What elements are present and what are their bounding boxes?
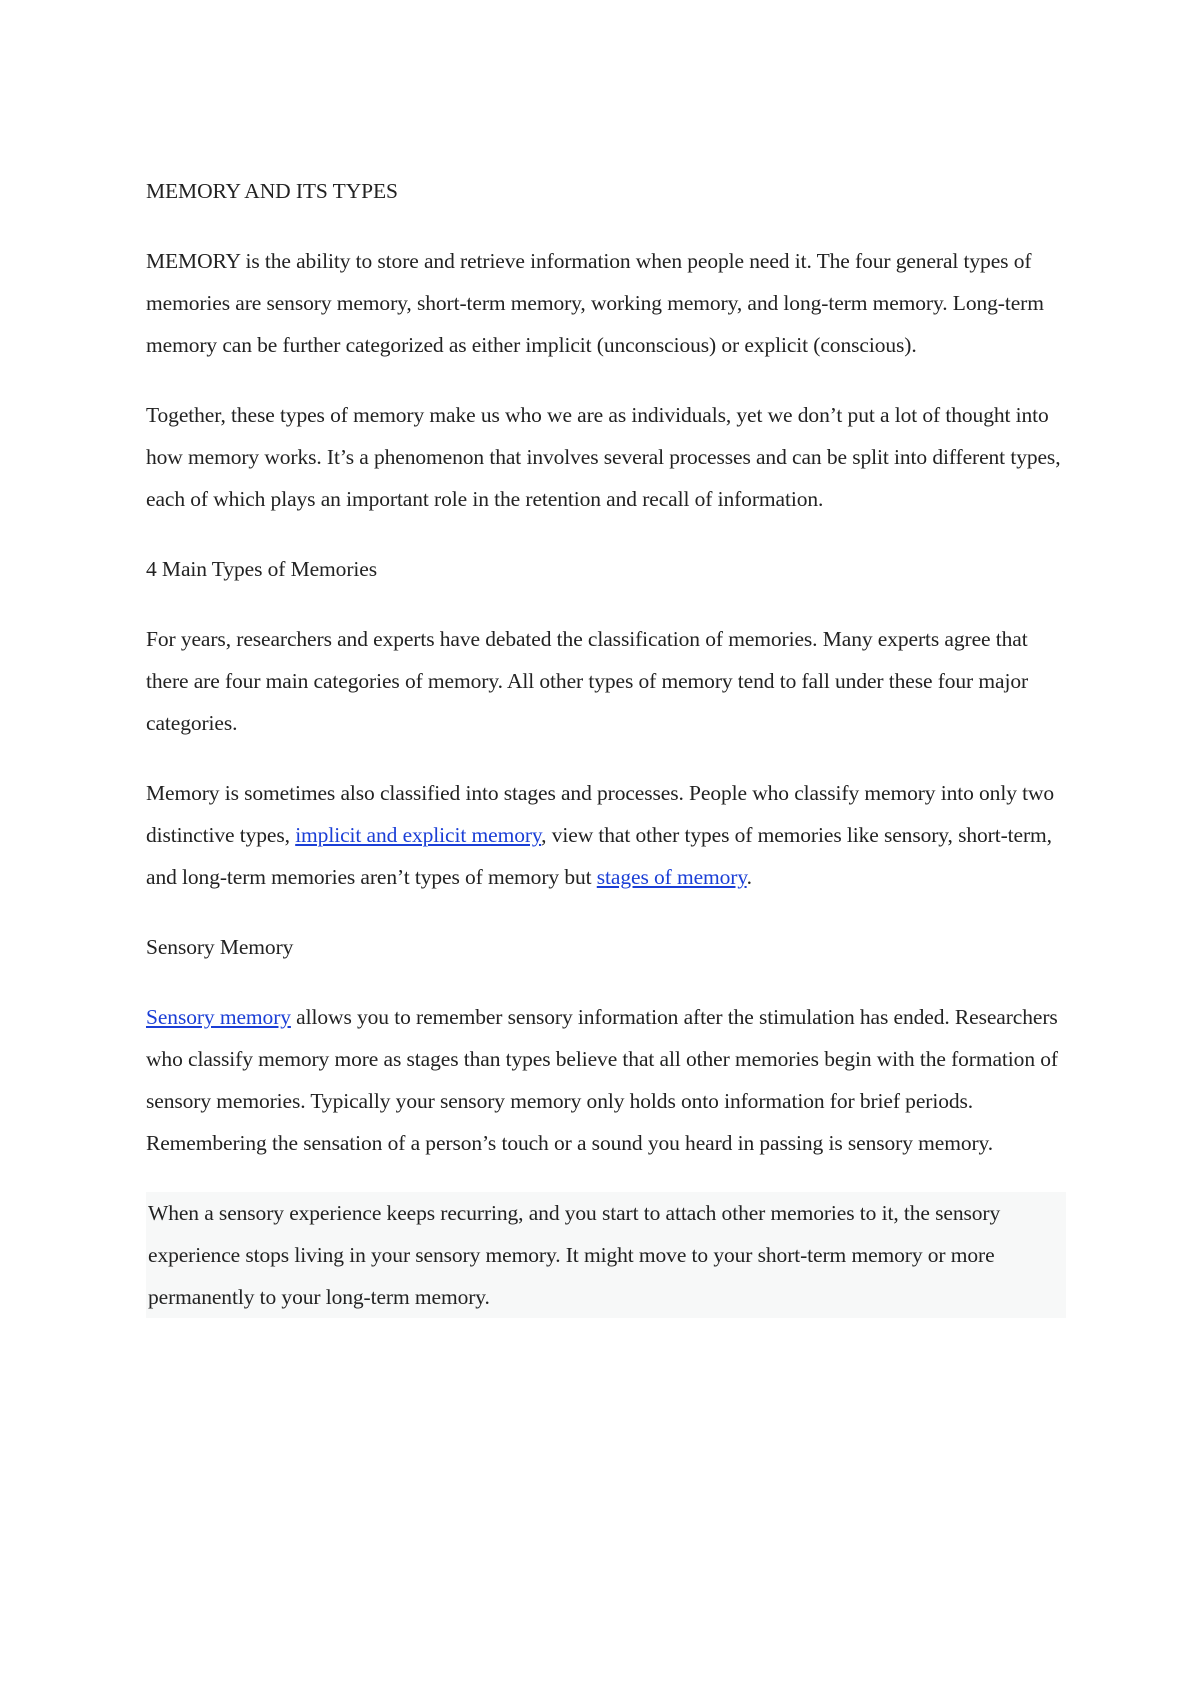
sensory-paragraph-2: When a sensory experience keeps recurring, and you start to attach other memories to it, the sensory experience stops living in your sensory memory. It might move to your short-term memory or more permanently to your long-term memory. [146,1192,1066,1318]
intro-paragraph-2: Together, these types of memory make us who we are as individuals, yet we don’t put a lot of thought into how memory works. It’s a phenomenon that involves several processes and can be split into different types, each of which plays an important role in the retention and recall of information. [146,403,1061,511]
document-title: MEMORY AND ITS TYPES [146,179,398,203]
section-heading-sensory-memory: Sensory Memory [146,935,294,959]
stages-of-memory-link[interactable]: stages of memory [596,865,747,889]
main-types-paragraph-2 [146,772,1066,898]
main-types-paragraph-1: For years, researchers and experts have debated the classification of memories. Many experts agree that there are four main categories of memory. All other types of memory tend to fall under these four major categories. [146,627,1029,735]
sensory-paragraph-1-text: allows you to remember sensory information after the stimulation has ended. Researchers who classify memory more as stages than types believe that all other memories begin with the formation of sensory memories. Typically your sensory memory only holds onto information for brief periods. Remembering the sensation of a person’s touch or a sound you heard in passing is sensory memory. [146,1005,1058,1155]
implicit-explicit-memory-link[interactable]: implicit and explicit memory [295,823,542,847]
document-page [146,170,1066,1346]
sensory-paragraph-1 [146,996,1066,1164]
intro-paragraph-1: MEMORY is the ability to store and retrieve information when people need it. The four general types of memories are sensory memory, short-term memory, working memory, and long-term memory. Long-term memory can be further categorized as either implicit (unconscious) or explicit (conscious). [146,249,1044,357]
section-heading-main-types: 4 Main Types of Memories [146,557,377,581]
main-types-text-between-links: , view that other types of memories like sensory, short-term, and long-term memories aren’t types of memory but [146,823,1052,889]
sensory-memory-link[interactable]: Sensory memory [146,1005,291,1029]
main-types-text-before-link: Memory is sometimes also classified into stages and processes. People who classify memory into only two distinctive types, [146,781,1055,847]
main-types-text-after-link: . [746,865,752,889]
